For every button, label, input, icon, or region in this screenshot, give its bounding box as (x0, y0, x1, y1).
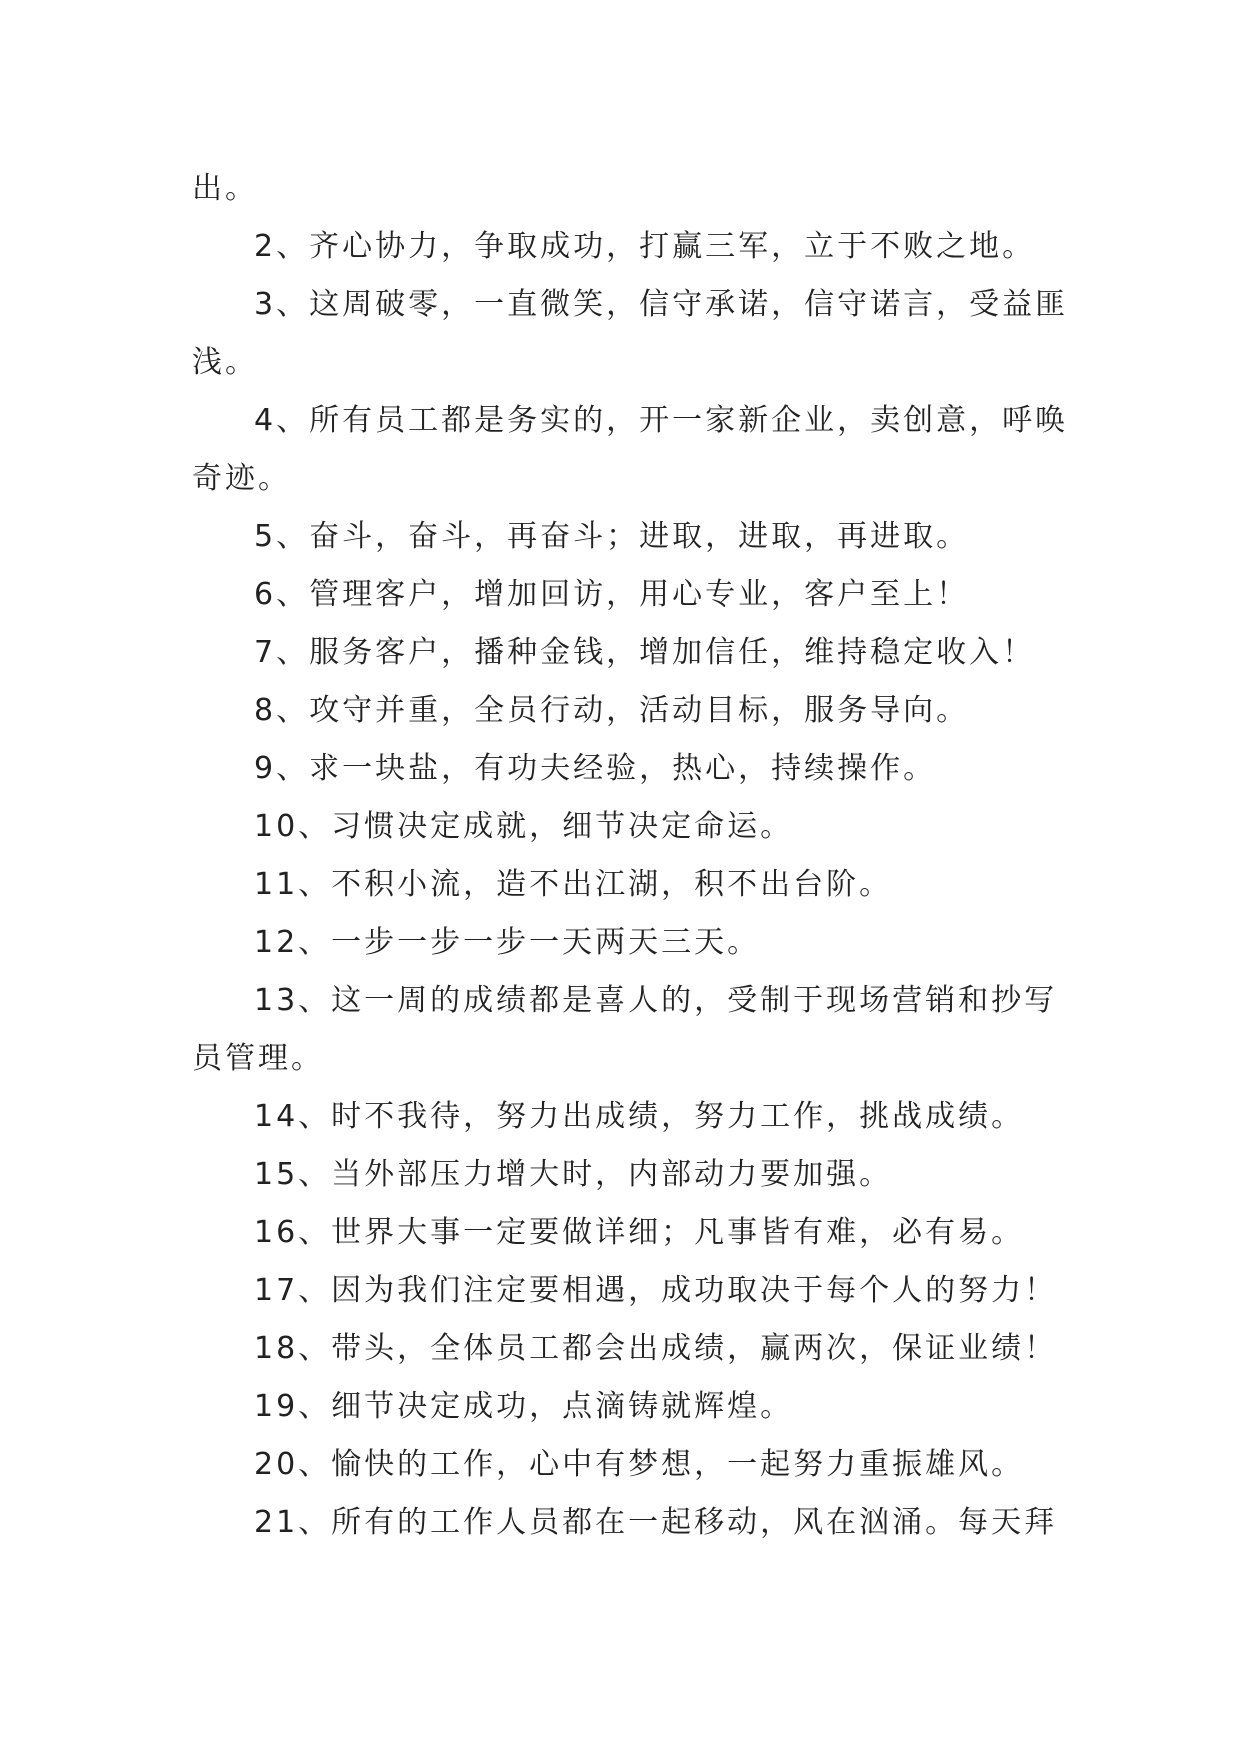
paragraph-21: 21、所有的工作人员都在一起移动，风在汹涌。每天拜 (254, 1505, 1058, 1540)
paragraph-16: 16、世界大事一定要做详细；凡事皆有难，必有易。 (254, 1215, 1025, 1250)
paragraph-10: 10、习惯决定成就，细节决定命运。 (254, 809, 794, 844)
paragraph-11: 11、不积小流，造不出江湖，积不出台阶。 (254, 867, 893, 902)
paragraph-20: 20、愉快的工作，心中有梦想，一起努力重振雄风。 (254, 1447, 1025, 1482)
paragraph-13: 13、这一周的成绩都是喜人的，受制于现场营销和抄写员管理。 (192, 983, 1058, 1076)
paragraph-18: 18、带头，全体员工都会出成绩，赢两次，保证业绩！ (254, 1331, 1058, 1366)
paragraph-19: 19、细节决定成功，点滴铸就辉煌。 (254, 1389, 794, 1424)
paragraph-4: 4、所有员工都是务实的，开一家新企业，卖创意，呼唤奇迹。 (192, 403, 1069, 496)
paragraph-6: 6、管理客户，增加回访，用心专业，客户至上！ (254, 577, 970, 612)
document-body (192, 160, 1072, 1552)
paragraph-2: 2、齐心协力，争取成功，打赢三军，立于不败之地。 (254, 229, 1036, 264)
paragraph-17: 17、因为我们注定要相遇，成功取决于每个人的努力！ (254, 1273, 1058, 1308)
paragraph-5: 5、奋斗，奋斗，再奋斗；进取，进取，再进取。 (254, 519, 970, 554)
paragraph-12: 12、一步一步一步一天两天三天。 (254, 925, 761, 960)
paragraph-continuation: 出。 (192, 171, 258, 206)
paragraph-14: 14、时不我待，努力出成绩，努力工作，挑战成绩。 (254, 1099, 1025, 1134)
paragraph-3: 3、这周破零，一直微笑，信守承诺，信守诺言，受益匪浅。 (192, 287, 1069, 380)
paragraph-7: 7、服务客户，播种金钱，增加信任，维持稳定收入！ (254, 635, 1036, 670)
paragraph-9: 9、求一块盐，有功夫经验，热心，持续操作。 (254, 751, 937, 786)
paragraph-8: 8、攻守并重，全员行动，活动目标，服务导向。 (254, 693, 970, 728)
paragraph-15: 15、当外部压力增大时，内部动力要加强。 (254, 1157, 893, 1192)
